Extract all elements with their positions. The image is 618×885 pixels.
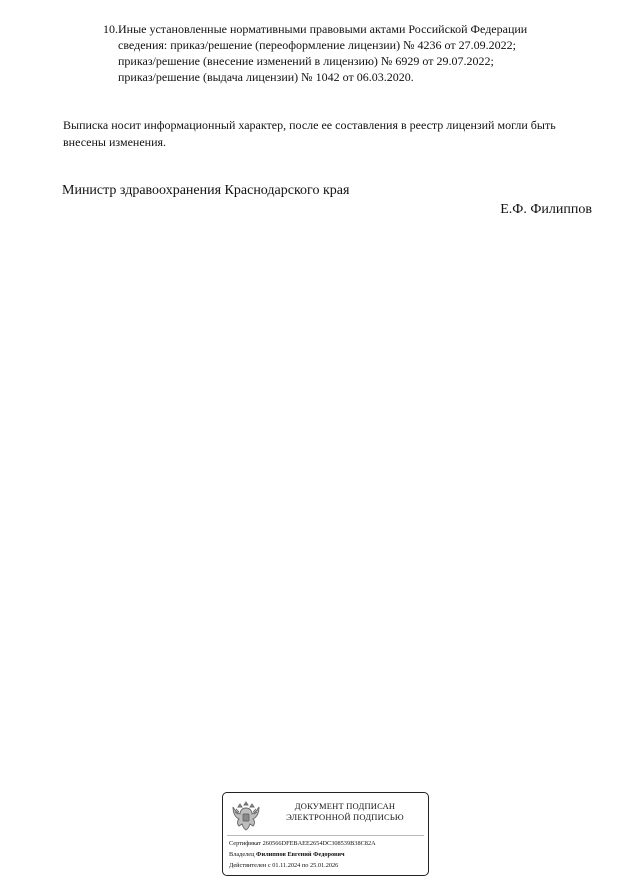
certificate-value: 260566DFEBAEE2654DC308539B38C82A — [262, 840, 376, 847]
list-item-line-1: Иные установленные нормативными правовыми актами Российской Федерации — [118, 22, 528, 36]
signatory-position: Министр здравоохранения Краснодарского края — [62, 183, 350, 198]
stamp-certificate — [229, 840, 376, 848]
stamp-title-line-2: ЭЛЕКТРОННОЙ ПОДПИСЬЮ — [286, 812, 404, 822]
owner-label: Владелец — [229, 851, 255, 858]
owner-value: Филиппов Евгений Федорович — [256, 851, 345, 858]
coat-of-arms-icon — [231, 799, 261, 833]
list-item-10 — [103, 21, 573, 85]
stamp-title-line-1: ДОКУМЕНТ ПОДПИСАН — [294, 801, 396, 811]
stamp-title — [265, 801, 425, 823]
stamp-owner — [229, 851, 345, 859]
stamp-divider — [227, 835, 424, 836]
list-item-line-4: приказ/решение (выдача лицензии) № 1042 от 06.03.2020. — [118, 70, 414, 84]
list-item-line-3: приказ/решение (внесение изменений в лицензию) № 6929 от 29.07.2022; — [118, 54, 494, 68]
stamp-validity: Действителен с 01.11.2024 по 25.01.2026 — [229, 862, 339, 869]
signatory-name: Е.Ф. Филиппов — [500, 202, 592, 217]
list-item-number: 10. — [103, 22, 118, 36]
disclaimer-note: Выписка носит информационный характер, после ее составления в реестр лицензий могли быть внесены изменения. — [63, 118, 556, 149]
certificate-label: Сертификат — [229, 840, 262, 847]
electronic-signature-stamp — [222, 792, 429, 876]
list-item-line-2: сведения: приказ/решение (переоформление лицензии) № 4236 от 27.09.2022; — [118, 38, 516, 52]
